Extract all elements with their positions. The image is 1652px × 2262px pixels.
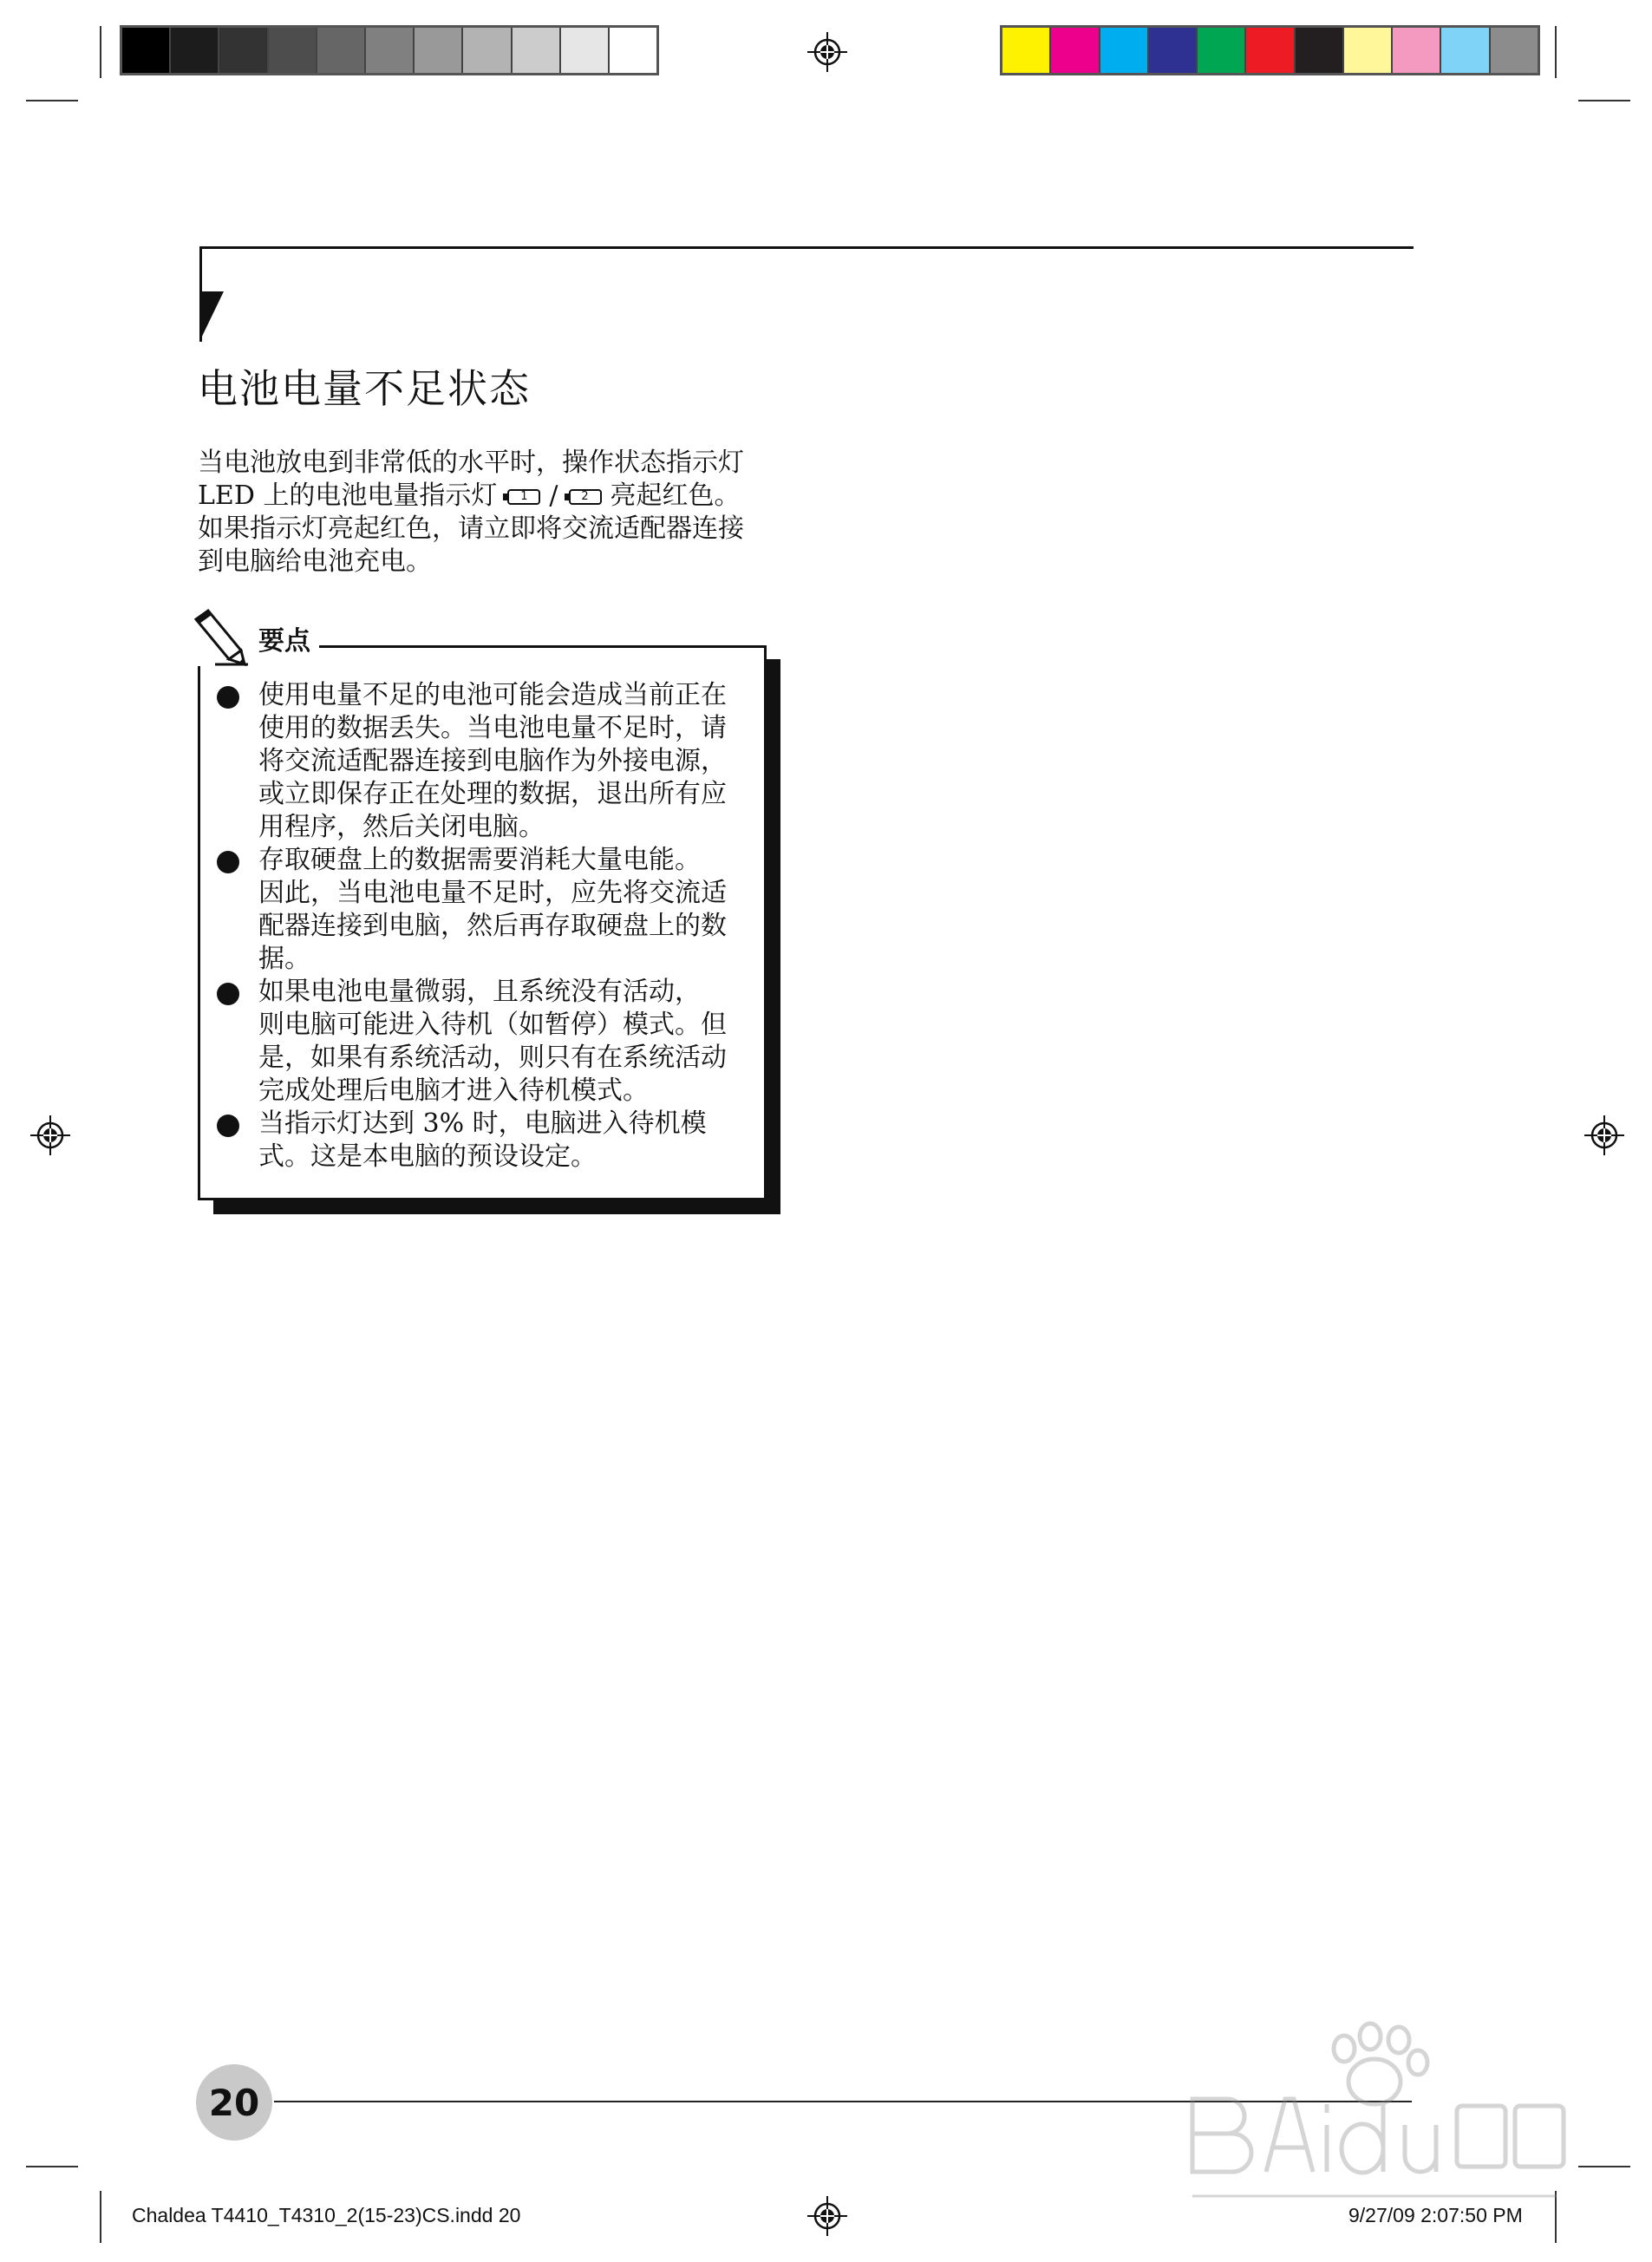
header-wedge-icon [199, 291, 225, 343]
crop-mark [100, 26, 101, 78]
registration-mark-icon [30, 1115, 70, 1155]
battery-2-icon [564, 487, 605, 507]
color-swatch [317, 28, 366, 73]
color-swatch [463, 28, 512, 73]
note-line: 将交流适配器连接到电脑作为外接电源， [258, 746, 727, 776]
note-list [213, 679, 768, 1173]
color-swatch [171, 28, 219, 73]
page-number: 20 [196, 2064, 272, 2141]
intro-text: LED 上的电池电量指示灯 [198, 481, 498, 511]
note-item [213, 844, 768, 976]
header-rule [199, 246, 1414, 249]
bullet-icon [217, 983, 239, 1005]
pencil-icon [189, 607, 250, 668]
note-item [213, 976, 768, 1108]
color-swatch [1051, 28, 1100, 73]
bullet-icon [217, 686, 239, 709]
color-swatch [122, 28, 171, 73]
registration-mark-icon [807, 2196, 847, 2236]
note-line: 是，如果有系统活动，则只有在系统活动 [258, 1043, 727, 1073]
color-swatch [1393, 28, 1441, 73]
intro-line: 当电池放电到非常低的水平时，操作状态指示灯 [198, 448, 744, 478]
color-swatch [1344, 28, 1393, 73]
grayscale-color-bar [120, 25, 659, 75]
color-swatch [1491, 28, 1538, 73]
crop-mark [1578, 100, 1630, 101]
note-line: 式。这是本电脑的预设设定。 [258, 1141, 597, 1172]
intro-line: 到电脑给电池充电。 [198, 546, 432, 577]
color-swatch [1149, 28, 1198, 73]
crop-mark [1578, 2166, 1630, 2167]
note-line: 配器连接到电脑，然后再存取硬盘上的数 [258, 911, 727, 941]
note-line: 使用电量不足的电池可能会造成当前正在 [258, 680, 727, 710]
registration-mark-icon [1584, 1115, 1624, 1155]
note-line: 因此，当电池电量不足时，应先将交流适 [258, 878, 727, 908]
color-swatch [1198, 28, 1246, 73]
intro-paragraph [198, 447, 796, 579]
intro-text: / [549, 481, 558, 511]
crop-mark [26, 2166, 78, 2167]
intro-text: 亮起红色。 [610, 481, 741, 511]
color-swatch [1100, 28, 1149, 73]
intro-line [198, 480, 796, 513]
color-swatch [1441, 28, 1490, 73]
note-line: 存取硬盘上的数据需要消耗大量电能。 [258, 845, 701, 875]
crop-mark [100, 2191, 101, 2243]
note-line: 据。 [258, 944, 310, 974]
note-item [213, 679, 768, 844]
bullet-icon [217, 851, 239, 873]
baidu-jingyan-watermark-logo [1175, 1995, 1574, 2220]
slug-file-info: Chaldea T4410_T4310_2(15-23)CS.indd 20 [132, 2204, 521, 2226]
note-line: 用程序，然后关闭电脑。 [258, 812, 545, 842]
note-label: 要点 [258, 619, 316, 657]
note-line: 或立即保存正在处理的数据，退出所有应 [258, 779, 727, 809]
battery-number: 2 [581, 490, 589, 503]
color-swatch [269, 28, 317, 73]
crop-mark [1555, 26, 1557, 78]
color-swatch [366, 28, 415, 73]
color-swatch [610, 28, 656, 73]
note-line: 如果电池电量微弱，且系统没有活动， [258, 977, 701, 1007]
color-swatch [219, 28, 268, 73]
color-swatch [1246, 28, 1295, 73]
note-line: 使用的数据丢失。当电池电量不足时，请 [258, 713, 727, 743]
color-swatch [561, 28, 610, 73]
slug-date-time: 9/27/09 2:07:50 PM [1348, 2204, 1523, 2226]
note-item [213, 1108, 768, 1173]
battery-1-icon [502, 487, 544, 507]
color-swatch [513, 28, 561, 73]
battery-number: 1 [520, 490, 528, 503]
process-color-bar [1000, 25, 1540, 75]
note-line: 当指示灯达到 3% 时，电脑进入待机模 [258, 1108, 707, 1139]
color-swatch [415, 28, 463, 73]
section-title: 电池电量不足状态 [198, 365, 531, 412]
intro-line: 如果指示灯亮起红色，请立即将交流适配器连接 [198, 513, 744, 544]
note-line: 则电脑可能进入待机（如暂停）模式。但 [258, 1010, 727, 1040]
note-line: 完成处理后电脑才进入待机模式。 [258, 1075, 649, 1106]
crop-mark [26, 100, 78, 101]
color-swatch [1296, 28, 1344, 73]
color-swatch [1002, 28, 1051, 73]
registration-mark-icon [807, 32, 847, 72]
bullet-icon [217, 1115, 239, 1137]
